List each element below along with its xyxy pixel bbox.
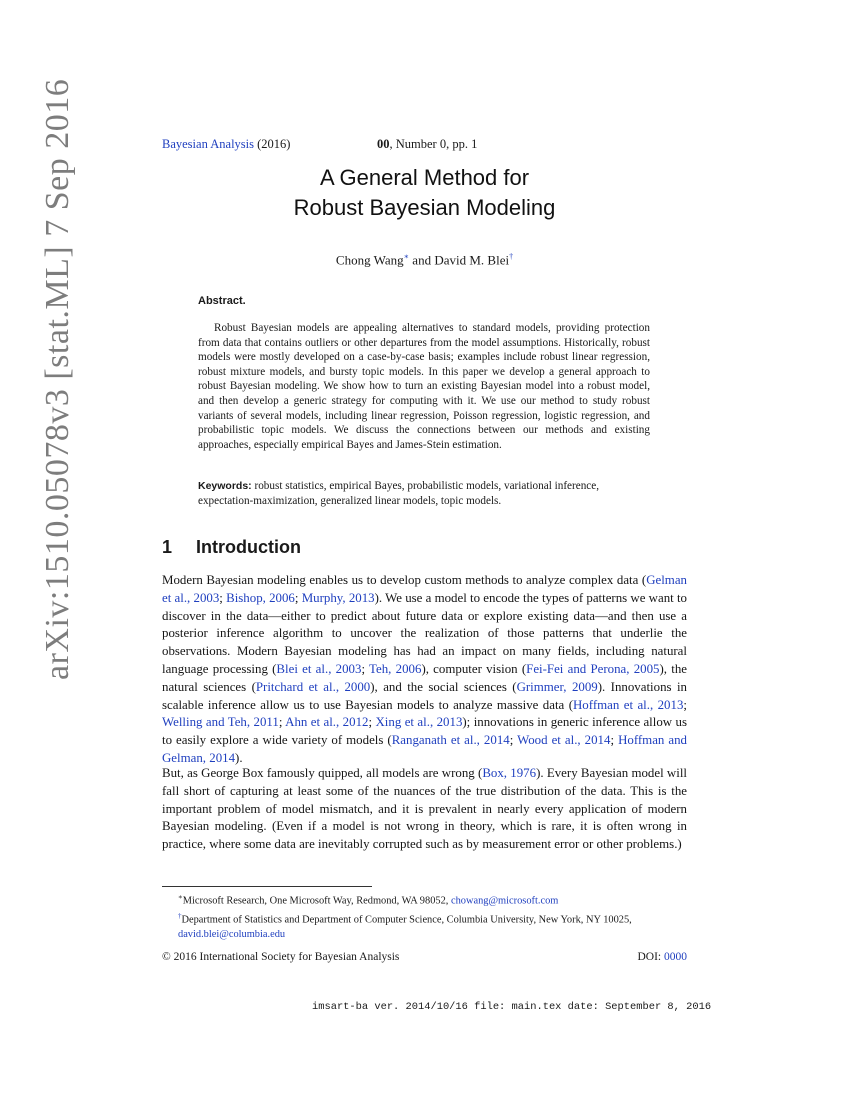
author-list xyxy=(162,252,687,268)
journal-name-link[interactable]: Bayesian Analysis xyxy=(162,137,255,151)
abstract-body: Robust Bayesian models are appealing alternatives to standard models, providing protection from data that contains outliers or other departures from the model assumptions. Historically, robust models were mostly developed on a case-by-case basis; examples include robust linear regression, robust mixture models, and bursty topic models. In this paper we develop a general approach to robust Bayesian modeling. We show how to turn an existing Bayesian model into a robust model, and then develop a generic strategy for computing with it. We use our method to study robust variants of several models, including linear regression, Poisson regression, logistic regression, and probabilistic topic models. We discuss the connections between our methods and existing approaches, especially empirical Bayes and James-Stein estimation. xyxy=(198,322,650,451)
footnote-2 xyxy=(162,909,687,942)
paper-title xyxy=(162,163,687,223)
arxiv-side-stamp: arXiv:1510.05078v3 [stat.ML] 7 Sep 2016 xyxy=(39,78,76,680)
text-span: ). Innovations in scalable inference allow us to use Bayesian models to analyze massive data ( xyxy=(162,679,687,712)
email-link[interactable]: chowang@microsoft.com xyxy=(450,895,559,907)
journal-citation xyxy=(162,137,290,152)
doi-link[interactable]: 0000 xyxy=(664,951,687,963)
journal-header xyxy=(162,137,687,155)
footnote-divider xyxy=(162,886,372,887)
abstract-heading: Abstract. xyxy=(198,295,246,307)
footnotes xyxy=(162,890,687,942)
author-1-footnote-mark[interactable]: ∗ xyxy=(403,252,410,261)
volume-number: 00 xyxy=(377,137,390,151)
citation-link[interactable]: Gelman et al., 2003 xyxy=(162,573,687,605)
section-title: Introduction xyxy=(196,537,301,557)
footnote-1 xyxy=(162,890,687,909)
citation-link[interactable]: Box, 1976 xyxy=(482,766,537,780)
doi-label: DOI: xyxy=(637,951,664,963)
citation-link[interactable]: Fei-Fei and Perona, 2005 xyxy=(526,661,660,676)
title-line-2: Robust Bayesian Modeling xyxy=(293,195,556,220)
author-2: David M. Blei xyxy=(434,252,510,268)
intro-paragraph-2 xyxy=(162,765,687,854)
text-span: Modern Bayesian modeling enables us to develop custom methods to analyze complex data ( xyxy=(162,573,647,587)
section-number: 1 xyxy=(162,537,173,557)
text-span: ); innovations in generic inference allow us to easily explore a wide variety of models ( xyxy=(162,715,687,748)
citation-link[interactable]: Ranganath et al., 2014 xyxy=(391,733,510,748)
citation-link[interactable]: Teh, 2006 xyxy=(369,661,422,676)
footnote-2-mark: † xyxy=(178,911,182,920)
keywords-label: Keywords: xyxy=(198,480,252,492)
text-span: ; xyxy=(683,697,687,712)
section-heading xyxy=(162,537,301,558)
issue-pages: , Number 0, pp. 1 xyxy=(389,137,478,151)
author-conjunction: and xyxy=(409,252,435,268)
text-span: ; xyxy=(509,733,518,748)
text-span: ). xyxy=(235,750,243,765)
title-line-1: A General Method for xyxy=(319,165,530,190)
citation-link[interactable]: Welling and Teh, 2011 xyxy=(162,715,279,730)
text-span: ), computer vision ( xyxy=(421,661,527,676)
volume-info xyxy=(377,137,477,152)
doi xyxy=(600,951,687,963)
build-info: imsart-ba ver. 2014/10/16 file: main.tex date: September 8, 2016 xyxy=(312,1001,712,1013)
copyright-notice: © 2016 International Society for Bayesian Analysis xyxy=(162,951,400,963)
text-span: ; xyxy=(278,715,286,730)
text-span: ; xyxy=(294,590,302,605)
citation-link[interactable]: Pritchard et al., 2000 xyxy=(255,679,371,694)
keywords xyxy=(198,479,650,508)
citation-link[interactable]: Hoffman and Gelman, 2014 xyxy=(162,733,687,765)
citation-link[interactable]: Hoffman et al., 2013 xyxy=(573,697,684,712)
citation-link[interactable]: Murphy, 2013 xyxy=(301,590,375,605)
keywords-text: robust statistics, empirical Bayes, probabilistic models, variational inference, expectation-maximization, generalized linear models, topic models. xyxy=(198,480,600,507)
citation-link[interactable]: Wood et al., 2014 xyxy=(517,733,611,748)
intro-paragraph-1 xyxy=(162,572,687,768)
text-span: ), and the social sciences ( xyxy=(370,679,517,694)
text-span: ; xyxy=(361,661,370,676)
text-span: ). We use a model to encode the types of patterns we want to discover in the data—either to predict about future data or explore existing data—and then use a posterior inference algorithm to uncover the realization of those patterns that underlie the observations. Modern Bayesian modeling has had an impact on many fields, including natural language processing ( xyxy=(162,590,687,676)
footnote-1-text: Microsoft Research, One Microsoft Way, Redmond, WA 98052, xyxy=(182,895,451,907)
text-span: ; xyxy=(610,733,619,748)
text-span: ; xyxy=(219,590,227,605)
citation-link[interactable]: Grimmer, 2009 xyxy=(516,679,598,694)
citation-link[interactable]: Xing et al., 2013 xyxy=(375,715,463,730)
text-span: But, as George Box famously quipped, all models are wrong ( xyxy=(162,766,483,780)
text-span: ; xyxy=(368,715,376,730)
text-span: ), the natural sciences ( xyxy=(162,661,688,694)
footnote-1-mark: ∗ xyxy=(178,893,183,901)
author-1: Chong Wang xyxy=(335,252,404,268)
footnote-2-text: Department of Statistics and Department of Computer Science, Columbia University, New York, NY 10025, xyxy=(181,914,632,926)
citation-link[interactable]: Bishop, 2006 xyxy=(226,590,295,605)
citation-link[interactable]: Ahn et al., 2012 xyxy=(285,715,369,730)
citation-link[interactable]: Blei et al., 2003 xyxy=(276,661,362,676)
email-link[interactable]: david.blei@columbia.edu xyxy=(178,928,286,940)
text-span: ). Every Bayesian model will fall short of capturing at least some of the nuances of the true distribution of the data. This is the important problem of model mismatch, and it is prevalent in nearly every application of modern Bayesian modeling. (Even if a model is not wrong in theory, which is rare, it is often wrong in practice, where some data are inevitably corrupted such as by measurement error or other problems.) xyxy=(162,766,687,852)
author-2-footnote-mark[interactable]: † xyxy=(509,252,514,261)
journal-year: (2016) xyxy=(254,137,291,151)
